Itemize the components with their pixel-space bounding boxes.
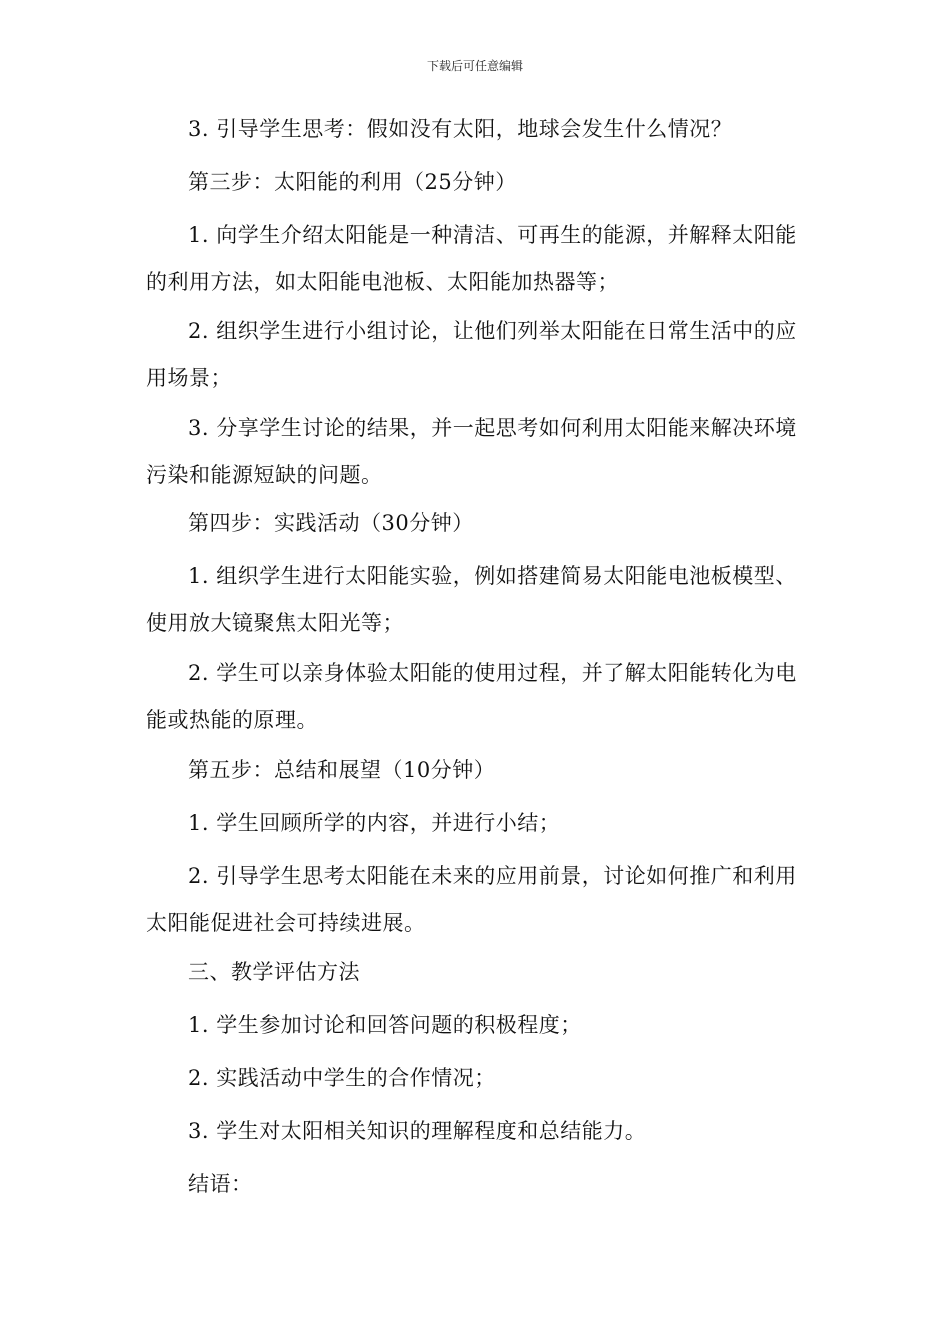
section-heading: 三、教学评估方法 (188, 960, 360, 984)
step-heading: 第五步：总结和展望（10分钟） (188, 758, 496, 782)
step-heading: 第三步：太阳能的利用（25分钟） (188, 170, 517, 194)
paragraph: 1. 向学生介绍太阳能是一种清洁、可再生的能源，并解释太阳能的利用方法，如太阳能电池板、太阳能加热器等； (146, 223, 797, 294)
page-header-note: 下载后可任意编辑 (426, 59, 523, 73)
conclusion-heading: 结语： (188, 1172, 253, 1196)
step-heading: 第四步：实践活动（30分钟） (188, 511, 474, 535)
paragraph: 2. 学生可以亲身体验太阳能的使用过程，并了解太阳能转化为电能或热能的原理。 (146, 661, 797, 732)
paragraph: 3. 学生对太阳相关知识的理解程度和总结能力。 (188, 1119, 647, 1143)
paragraph: 1. 组织学生进行太阳能实验，例如搭建简易太阳能电池板模型、使用放大镜聚焦太阳光等； (146, 564, 797, 635)
paragraph: 3. 分享学生讨论的结果，并一起思考如何利用太阳能来解决环境污染和能源短缺的问题。 (146, 416, 797, 487)
paragraph: 3. 引导学生思考：假如没有太阳，地球会发生什么情况？ (188, 117, 733, 141)
paragraph: 2. 实践活动中学生的合作情况； (188, 1066, 496, 1090)
paragraph: 1. 学生回顾所学的内容，并进行小结； (188, 811, 561, 835)
paragraph: 2. 组织学生进行小组讨论，让他们列举太阳能在日常生活中的应用场景； (146, 319, 797, 390)
paragraph: 1. 学生参加讨论和回答问题的积极程度； (188, 1013, 582, 1037)
paragraph: 2. 引导学生思考太阳能在未来的应用前景，讨论如何推广和利用太阳能促进社会可持续进展。 (146, 864, 797, 935)
